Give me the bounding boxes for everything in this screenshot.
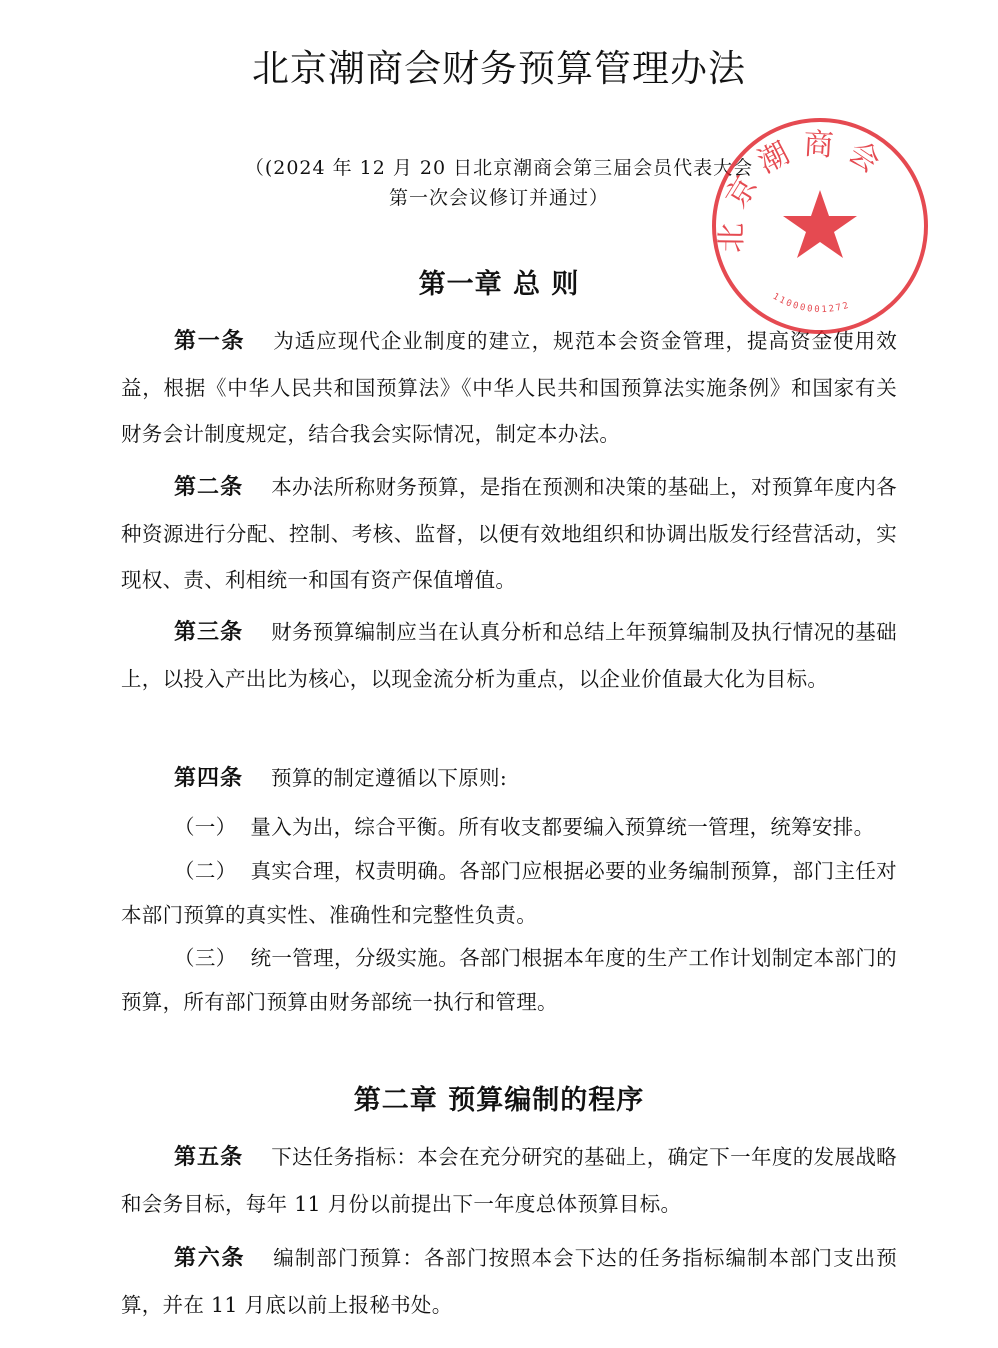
article-4-label: 第四条 <box>174 766 244 791</box>
subtitle-line-1: （(2024 年 12 月 20 日北京潮商会第三届会员代表大会 <box>244 157 754 179</box>
article-2 <box>121 464 897 603</box>
chapter-2-title: 第二章 预算编制的程序 <box>353 1085 645 1116</box>
official-seal <box>708 114 932 338</box>
document-title: 北京潮商会财务预算管理办法 <box>252 47 746 90</box>
chapter-1-title: 第一章 总 则 <box>418 269 580 300</box>
article-3-text: 财务预算编制应当在认真分析和总结上年预算编制及执行情况的基础上，以投入产出比为核心，以现金流分析为重点，以企业价值最大化为目标。 <box>121 620 897 691</box>
principle-item-2 <box>121 849 897 937</box>
article-5-text: 下达任务指标：本会在充分研究的基础上，确定下一年度的发展战略和会务目标，每年 11 月份以前提出下一年度总体预算目标。 <box>121 1145 897 1216</box>
article-2-text: 本办法所称财务预算，是指在预测和决策的基础上，对预算年度内各种资源进行分配、控制、考核、监督，以便有效地组织和协调出版发行经营活动，实现权、责、利相统一和国有资产保值增值。 <box>121 475 897 592</box>
article-1-label: 第一条 <box>174 329 246 354</box>
article-1 <box>121 318 897 457</box>
principle-item-1 <box>121 805 897 849</box>
article-5 <box>121 1134 897 1227</box>
article-6-label: 第六条 <box>174 1246 246 1271</box>
article-5-label: 第五条 <box>174 1145 244 1170</box>
article-6 <box>121 1235 897 1328</box>
article-1-text: 为适应现代企业制度的建立，规范本会资金管理，提高资金使用效益，根据《中华人民共和国预算法》《中华人民共和国预算法实施条例》和国家有关财务会计制度规定，结合我会实际情况，制定本办法。 <box>121 329 897 446</box>
article-4-text: 预算的制定遵循以下原则: <box>271 766 508 790</box>
article-3 <box>121 609 897 702</box>
article-6-text: 编制部门预算：各部门按照本会下达的任务指标编制本部门支出预算，并在 11 月底以前上报秘书处。 <box>121 1246 897 1317</box>
article-2-label: 第二条 <box>174 475 244 500</box>
principle-item-1-text: 量入为出，综合平衡。所有收支都要编入预算统一管理，统筹安排。 <box>250 815 875 839</box>
principle-item-1-number: （一） <box>174 815 237 839</box>
subtitle-line-2: 第一次会议修订并通过） <box>388 187 609 209</box>
principle-item-3-number: （三） <box>174 946 237 970</box>
article-4 <box>121 755 897 802</box>
seal-text: 北京潮商会 <box>714 126 897 253</box>
principle-item-3-text: 统一管理，分级实施。各部门根据本年度的生产工作计划制定本部门的预算，所有部门预算由财务部统一执行和管理。 <box>121 946 897 1014</box>
principle-item-2-number: （二） <box>174 859 237 883</box>
principle-item-2-text: 真实合理，权责明确。各部门应根据必要的业务编制预算，部门主任对本部门预算的真实性、准确性和完整性负责。 <box>121 859 897 927</box>
seal-number: 11000001272 <box>770 291 852 316</box>
principle-item-3 <box>121 936 897 1024</box>
article-3-label: 第三条 <box>174 620 244 645</box>
